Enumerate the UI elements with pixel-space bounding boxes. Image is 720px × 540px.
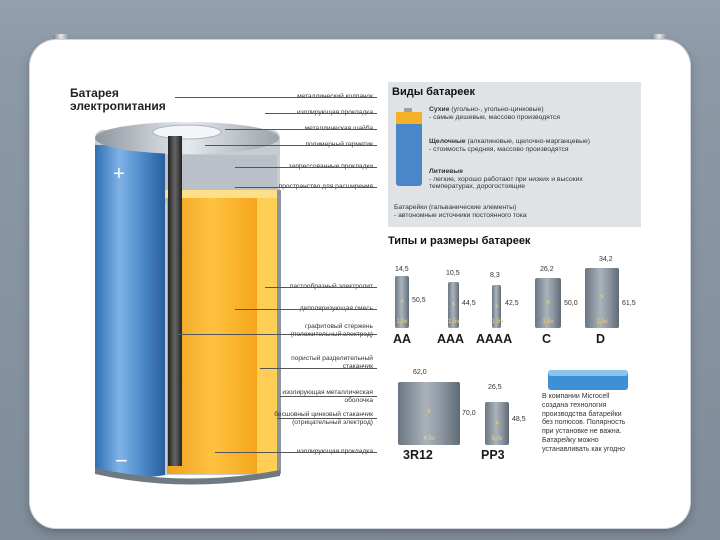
label-graphite-rod	[291, 323, 373, 338]
battery-types-panel	[388, 82, 641, 227]
aaaa-height: 42,5	[505, 300, 519, 307]
alkaline-battery-subtypes: (алкалиновые, щелочно-марганцевые)	[465, 138, 591, 145]
label-zinc-can-line2: (отрицательный электрод)	[292, 418, 373, 426]
c-name: C	[542, 332, 552, 346]
leader-line	[277, 418, 377, 419]
small-battery-icon	[394, 108, 424, 188]
3r12-name: 3R12	[403, 448, 433, 462]
aaaa-width: 8,3	[490, 272, 500, 279]
battery-electrolyte-layer	[257, 198, 277, 474]
microcell-note: В компании Microcell создана технология производства батарейки без полюсов. Полярность при установке не важна. Батарейку можно устанавливать как угодно	[542, 393, 626, 453]
label-paste-electrolyte: пастообразный электролит	[289, 283, 373, 290]
aa-width: 14,5	[395, 266, 409, 273]
bolt-icon: ⚡	[493, 302, 500, 312]
pp3-voltage: 9,0v	[491, 436, 503, 442]
d-name: D	[596, 332, 606, 346]
battery-title-line1: Батарея	[70, 86, 119, 100]
label-bottom-gasket: изолирующая прокладка	[297, 448, 373, 455]
bolt-icon: ⚡	[399, 296, 405, 306]
label-depolarizing-mix: деполяризующая смесь	[299, 305, 373, 312]
bolt-icon: ⚡	[494, 419, 500, 429]
aaa-name: AAA	[437, 332, 465, 346]
leader-line	[205, 145, 377, 146]
pp3-height: 48,5	[512, 416, 526, 423]
label-graphite-rod-line1: графитовый стержень	[305, 323, 373, 330]
c-height: 50,0	[564, 300, 578, 307]
leader-line	[280, 396, 377, 397]
leader-line	[235, 187, 377, 188]
battery-graphite-rod	[168, 136, 182, 466]
bolt-icon: ⚡	[450, 300, 457, 310]
battery-blue-casing	[95, 145, 165, 477]
c-battery	[535, 278, 561, 328]
3r12-battery	[398, 382, 460, 445]
label-expansion-space: пространство для расширения	[278, 183, 373, 190]
battery-types-footer-line2: - автономные источники постоянного тока	[394, 211, 527, 219]
battery-types-title: Виды батареек	[392, 86, 476, 98]
d-height: 61,5	[622, 300, 636, 307]
d-voltage: 1,5v	[596, 319, 608, 325]
pp3-width: 26,5	[488, 384, 502, 391]
aaa-battery	[448, 282, 459, 328]
battery-top-contact	[153, 125, 221, 139]
3r12-voltage: 4,5v	[423, 436, 435, 442]
bolt-icon: ⚡	[599, 292, 605, 301]
alkaline-battery-info	[429, 138, 590, 153]
dry-battery-info	[429, 106, 560, 121]
aaa-voltage: 1,5v	[448, 319, 460, 325]
label-porous-separator-line2: стаканчик	[342, 362, 373, 370]
leader-line	[175, 97, 377, 98]
label-metal-cap: металлический колпачок	[297, 93, 373, 100]
pp3-battery	[485, 402, 509, 445]
lithium-battery-desc1: - легкие, хорошо работают при низких и высоких	[429, 175, 583, 183]
aa-height: 50,5	[412, 297, 426, 304]
battery-zinc-can	[277, 190, 281, 474]
label-metal-shell-line2: оболочка	[344, 396, 373, 404]
3r12-width: 62,0	[413, 369, 427, 376]
alkaline-battery-name: Щелочные	[429, 138, 466, 145]
c-voltage: 1,5v	[542, 319, 554, 325]
aa-battery	[395, 276, 409, 328]
aaa-width: 10,5	[446, 270, 460, 277]
lithium-battery-name: Литиевые	[429, 168, 463, 175]
leader-line	[265, 113, 377, 114]
leader-line	[225, 129, 377, 130]
label-graphite-rod-line2: (положительный электрод)	[290, 330, 373, 338]
d-width: 34,2	[599, 256, 613, 263]
aaaa-name: AAAA	[476, 332, 513, 346]
leader-line	[235, 309, 377, 310]
label-metal-shell-line1: изолирующая металлическая	[282, 389, 373, 396]
lithium-battery-desc2: температурах, дорогостоящие	[429, 183, 526, 191]
aaaa-battery	[492, 285, 504, 328]
battery-types-footer	[394, 204, 527, 219]
c-width: 26,2	[540, 266, 554, 273]
dry-battery-subtypes: (угольно-, угольно-цинковые)	[449, 106, 544, 113]
battery-minus-sign: −	[115, 448, 128, 473]
leader-line	[260, 368, 377, 369]
leader-line	[177, 334, 377, 335]
label-zinc-can-line1: бесшовный цинковый стаканчик	[274, 411, 373, 418]
leader-line	[215, 452, 377, 453]
pp3-name: PP3	[481, 448, 505, 462]
d-battery	[585, 268, 619, 328]
alkaline-battery-desc: - стоимость средняя, массово производятся	[429, 145, 569, 153]
dry-battery-desc: - самые дешевые, массово производятся	[429, 113, 560, 121]
bolt-icon: ⚡	[545, 298, 551, 307]
label-polymer-sealant: полимерный герметик	[305, 141, 373, 148]
3r12-height: 70,0	[462, 410, 476, 417]
battery-types-footer-line1: Батарейки (гальванические элементы)	[394, 204, 517, 211]
label-metal-washer: металлическая шайба	[304, 125, 373, 132]
aa-voltage: 1,5v	[396, 319, 408, 325]
polarity-free-battery-icon	[546, 367, 630, 393]
battery-plus-sign: +	[113, 163, 125, 185]
lithium-battery-info	[429, 168, 583, 191]
label-porous-separator-line1: пористый разделительный	[291, 355, 373, 362]
leader-line	[265, 287, 377, 288]
label-insulating-gasket: изолирующая прокладка	[297, 109, 373, 116]
dry-battery-name: Сухие	[429, 106, 450, 113]
aaaa-voltage: 1,5v	[492, 319, 504, 325]
bolt-icon: ⚡	[426, 407, 432, 417]
battery-title-line2: электропитания	[70, 99, 166, 113]
leader-line	[235, 167, 377, 168]
aaa-height: 44,5	[462, 300, 476, 307]
battery-sizes-title: Типы и размеры батареек	[388, 235, 531, 247]
aa-name: AA	[393, 332, 412, 346]
label-pressed-gaskets: запрессованные прокладки	[288, 163, 373, 170]
